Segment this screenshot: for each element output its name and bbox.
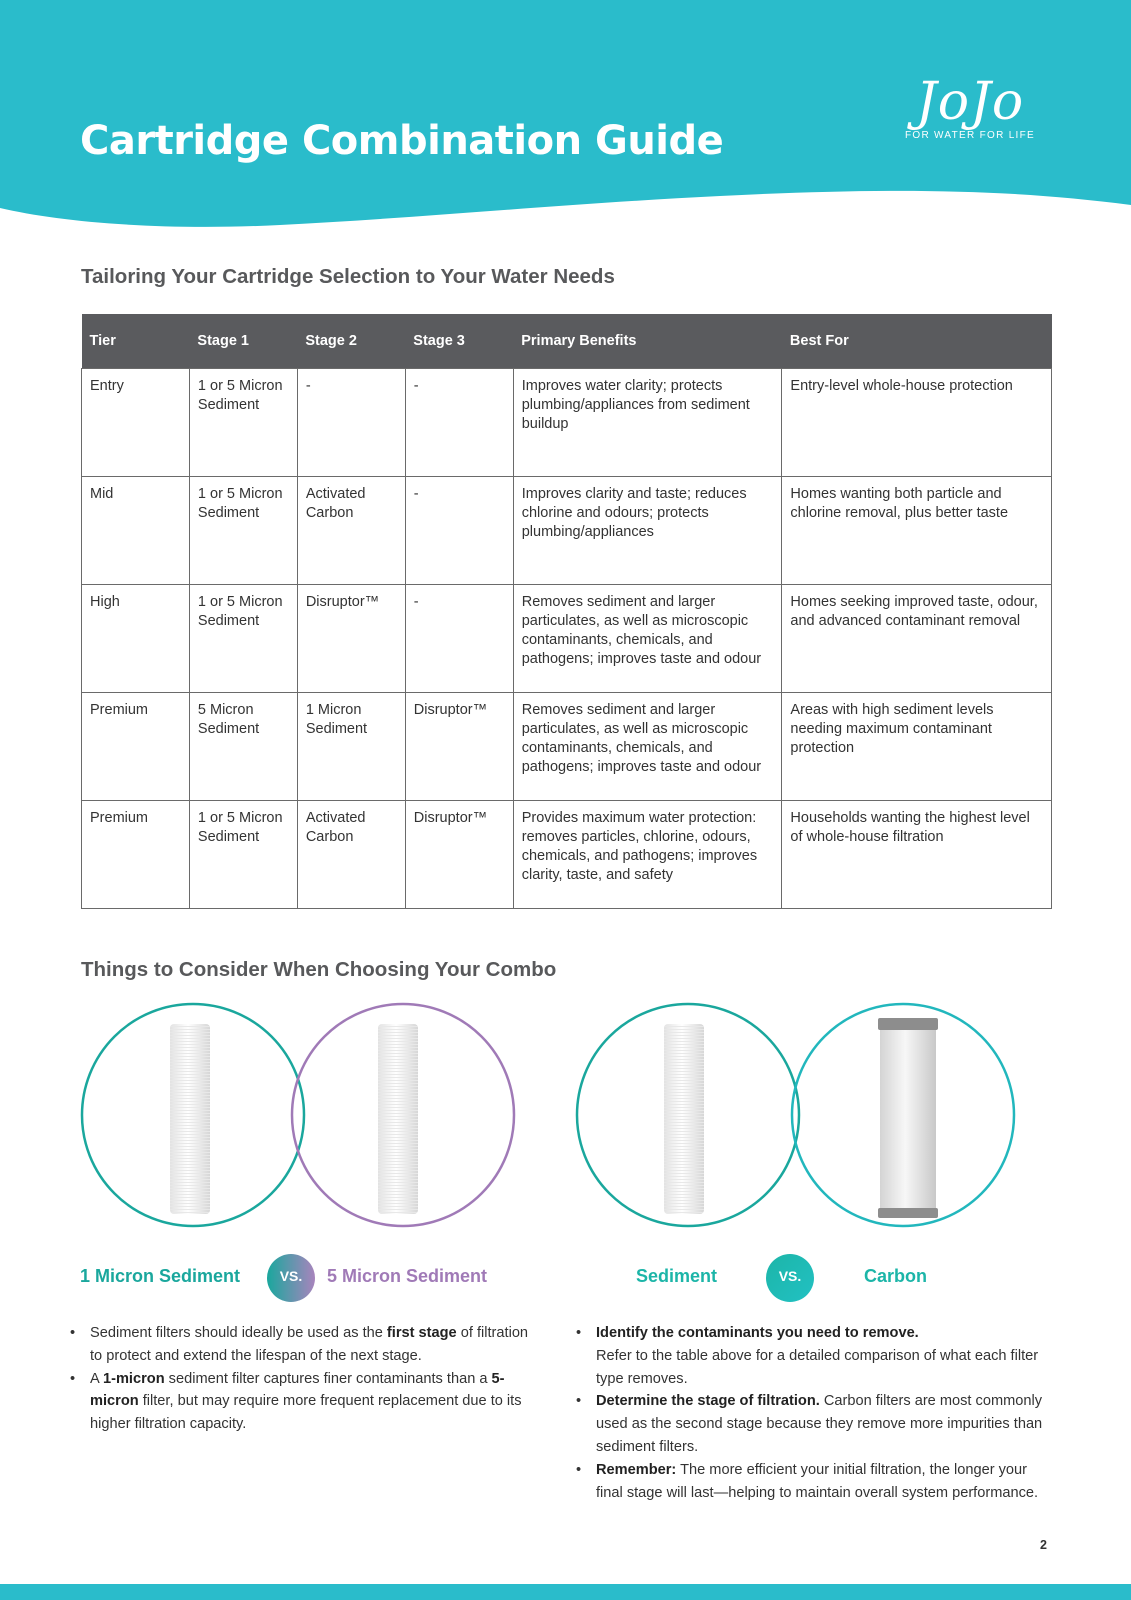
text: Refer to the table above for a detailed comparison of what each filter type removes. xyxy=(596,1347,1039,1387)
column-header-stage-3: Stage 3 xyxy=(405,314,513,369)
sediment-tips-list xyxy=(70,1322,530,1436)
bold-text: Identify the contaminants you need to remove. xyxy=(596,1325,919,1341)
table-cell: Homes seeking improved taste, odour, and advanced contaminant removal xyxy=(782,585,1052,693)
column-header-stage-2: Stage 2 xyxy=(297,314,405,369)
text: Carbon filters are most commonly used as the second stage because they remove more impurities than sediment filters. xyxy=(596,1393,1043,1455)
bold-text: 5-micron xyxy=(90,1370,505,1410)
table-header-row xyxy=(82,314,1052,369)
text: filter, but may require more frequent replacement due to its higher filtration capacity. xyxy=(90,1393,522,1433)
table-cell: Entry xyxy=(82,369,190,477)
table-cell: Improves water clarity; protects plumbing/appliances from sediment buildup xyxy=(513,369,782,477)
list-item xyxy=(576,1322,1056,1390)
table-cell: 1 or 5 Micron Sediment xyxy=(189,477,297,585)
combination-table xyxy=(81,314,1052,909)
table-row xyxy=(82,801,1052,909)
table-cell: 1 or 5 Micron Sediment xyxy=(189,585,297,693)
table-row xyxy=(82,693,1052,801)
table-cell: 1 or 5 Micron Sediment xyxy=(189,801,297,909)
page-title: Cartridge Combination Guide xyxy=(80,118,724,164)
list-item xyxy=(70,1322,530,1368)
table-cell: Provides maximum water protection: removes particles, chlorine, odours, chemicals, and pathogens; improves clarity, taste, and safety xyxy=(513,801,782,909)
jojo-logo xyxy=(890,72,1050,141)
logo-tagline: FOR WATER FOR LIFE xyxy=(904,130,1036,141)
bold-text: first stage xyxy=(386,1325,457,1341)
logo-wordmark: JoJo xyxy=(915,72,1025,132)
label-one-micron-sediment: 1 Micron Sediment xyxy=(80,1266,241,1286)
sediment-cartridge xyxy=(664,1024,704,1214)
text: A xyxy=(90,1370,103,1387)
table-cell: Activated Carbon xyxy=(297,801,405,909)
section-heading-considerations: Things to Consider When Choosing Your Combo xyxy=(81,958,557,981)
bold-text: 1-micron xyxy=(102,1370,165,1387)
carbon-cartridge xyxy=(878,1018,938,1218)
table-row xyxy=(82,369,1052,477)
table-cell: Activated Carbon xyxy=(297,477,405,585)
table-cell: - xyxy=(405,477,513,585)
table-cell: Removes sediment and larger particulates, as well as microscopic contaminants, chemicals, and pathogens; improves taste and odour xyxy=(513,585,782,693)
table-cell: Removes sediment and larger particulates, as well as microscopic contaminants, chemicals, and pathogens; improves taste and odour xyxy=(513,693,782,801)
table-cell: Premium xyxy=(82,801,190,909)
table-cell: 1 Micron Sediment xyxy=(297,693,405,801)
table-cell: Households wanting the highest level of whole-house filtration xyxy=(782,801,1052,909)
list-item xyxy=(70,1368,530,1436)
text: The more efficient your initial filtration, the longer your final stage will last—helping to maintain overall system performance. xyxy=(596,1461,1039,1501)
column-header-tier: Tier xyxy=(82,314,190,369)
table-cell: - xyxy=(297,369,405,477)
list-item xyxy=(576,1459,1056,1505)
column-header-primary-benefits: Primary Benefits xyxy=(513,314,782,369)
table-cell: - xyxy=(405,369,513,477)
section-heading-tailoring: Tailoring Your Cartridge Selection to Your Water Needs xyxy=(81,265,615,288)
table-cell: Disruptor™ xyxy=(405,801,513,909)
column-header-stage-1: Stage 1 xyxy=(189,314,297,369)
table-cell: Entry-level whole-house protection xyxy=(782,369,1052,477)
text: Sediment filters should ideally be used as the xyxy=(90,1325,387,1341)
table-cell: Premium xyxy=(82,693,190,801)
table-cell: Disruptor™ xyxy=(405,693,513,801)
bold-text: Determine the stage of filtration. xyxy=(596,1393,820,1410)
table-cell: Improves clarity and taste; reduces chlorine and odours; protects plumbing/appliances xyxy=(513,477,782,585)
selection-tips-list xyxy=(576,1322,1056,1504)
list-item xyxy=(576,1390,1056,1458)
footer-bar xyxy=(0,1584,1131,1600)
text: of filtration to protect and extend the lifespan of the next stage. xyxy=(90,1325,529,1364)
label-carbon: Carbon xyxy=(864,1266,927,1286)
table-cell: 1 or 5 Micron Sediment xyxy=(189,369,297,477)
table-cell: Disruptor™ xyxy=(297,585,405,693)
table-cell: 5 Micron Sediment xyxy=(189,693,297,801)
column-header-best-for: Best For xyxy=(782,314,1052,369)
bold-text: Remember: xyxy=(596,1461,677,1478)
table-cell: - xyxy=(405,585,513,693)
label-sediment: Sediment xyxy=(636,1266,718,1286)
filter-comparison-illustration xyxy=(0,1000,1131,1230)
table-row xyxy=(82,585,1052,693)
table-row xyxy=(82,477,1052,585)
table-cell: Mid xyxy=(82,477,190,585)
label-five-micron-sediment: 5 Micron Sediment xyxy=(327,1266,488,1286)
page-number: 2 xyxy=(1040,1538,1047,1552)
vs-badge-right: VS. xyxy=(766,1254,814,1302)
table-cell: Homes wanting both particle and chlorine removal, plus better taste xyxy=(782,477,1052,585)
vs-badge-left: VS. xyxy=(267,1254,315,1302)
table-cell: High xyxy=(82,585,190,693)
table-cell: Areas with high sediment levels needing maximum contaminant protection xyxy=(782,693,1052,801)
five-micron-cartridge xyxy=(378,1024,418,1214)
text: sediment filter captures finer contaminants than a xyxy=(164,1370,492,1387)
one-micron-cartridge xyxy=(170,1024,210,1214)
